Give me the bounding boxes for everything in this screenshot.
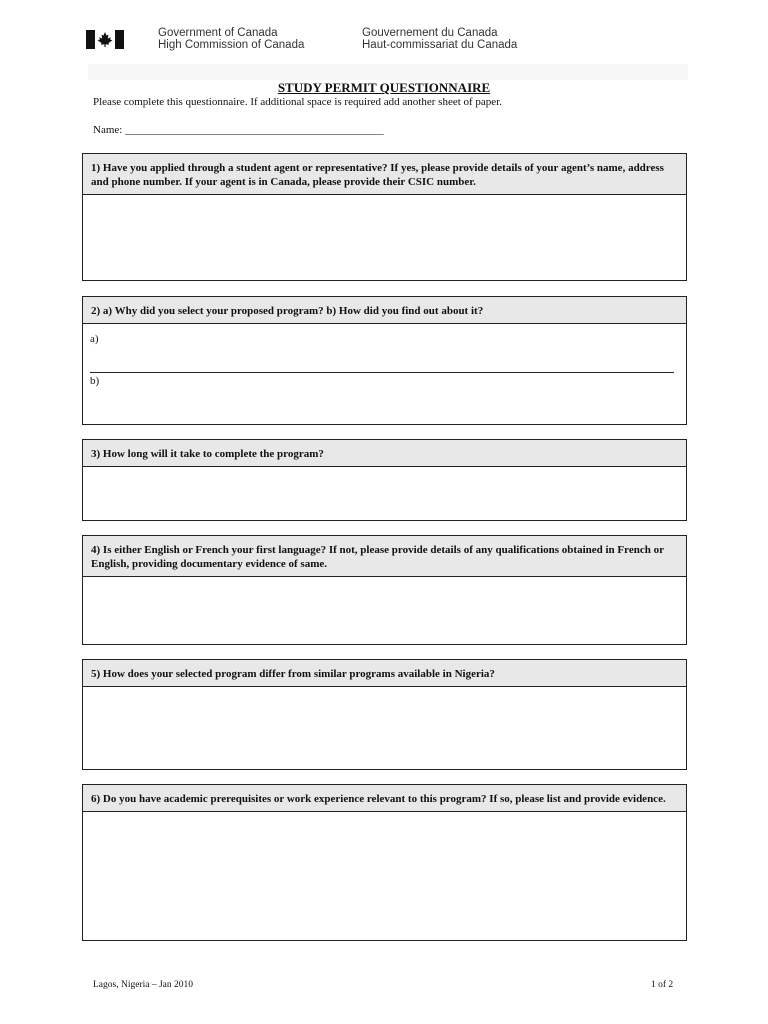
question-box-3 <box>82 439 687 521</box>
page-number: 1 of 2 <box>651 980 674 990</box>
name-field[interactable]: Name: _______________________________________________ <box>93 124 384 136</box>
gov-en-line2: High Commission of Canada <box>158 39 305 51</box>
question-4-text: 4) Is either English or French your first language? If not, please provide details of any qualifications obtained in French or English, providing documentary evidence of same. <box>83 536 686 577</box>
question-3-text: 3) How long will it take to complete the program? <box>83 440 686 467</box>
header-band <box>88 64 688 80</box>
question-6-text: 6) Do you have academic prerequisites or work experience relevant to this program? If so, please list and provide evidence. <box>83 785 686 812</box>
footer-location-date: Lagos, Nigeria – Jan 2010 <box>93 980 193 990</box>
gov-en-line1: Government of Canada <box>158 27 278 39</box>
gov-fr-line1: Gouvernement du Canada <box>362 27 498 39</box>
government-name-french <box>362 27 517 51</box>
answer-area-2[interactable] <box>83 324 686 424</box>
question-box-4 <box>82 535 687 645</box>
part-a-label: a) <box>90 333 99 345</box>
question-2-text: 2) a) Why did you select your proposed program? b) How did you find out about it? <box>83 297 686 324</box>
part-b-label: b) <box>90 375 100 387</box>
answer-divider <box>90 372 674 373</box>
letterhead <box>0 0 768 80</box>
question-box-1 <box>82 153 687 281</box>
question-box-6 <box>82 784 687 941</box>
page-title: STUDY PERMIT QUESTIONNAIRE <box>277 80 491 95</box>
canada-flag-icon <box>86 30 124 49</box>
gov-fr-line2: Haut-commissariat du Canada <box>362 39 518 51</box>
question-1-text: 1) Have you applied through a student agent or representative? If yes, please provide details of your agent’s name, address and phone number. If your agent is in Canada, please provide their CSIC number. <box>83 154 686 195</box>
question-box-5 <box>82 659 687 770</box>
intro-text: Please complete this questionnaire. If additional space is required add another sheet of paper. <box>93 96 502 108</box>
question-5-text: 5) How does your selected program differ from similar programs available in Nigeria? <box>83 660 686 687</box>
government-name-english <box>158 27 304 51</box>
question-box-2 <box>82 296 687 425</box>
